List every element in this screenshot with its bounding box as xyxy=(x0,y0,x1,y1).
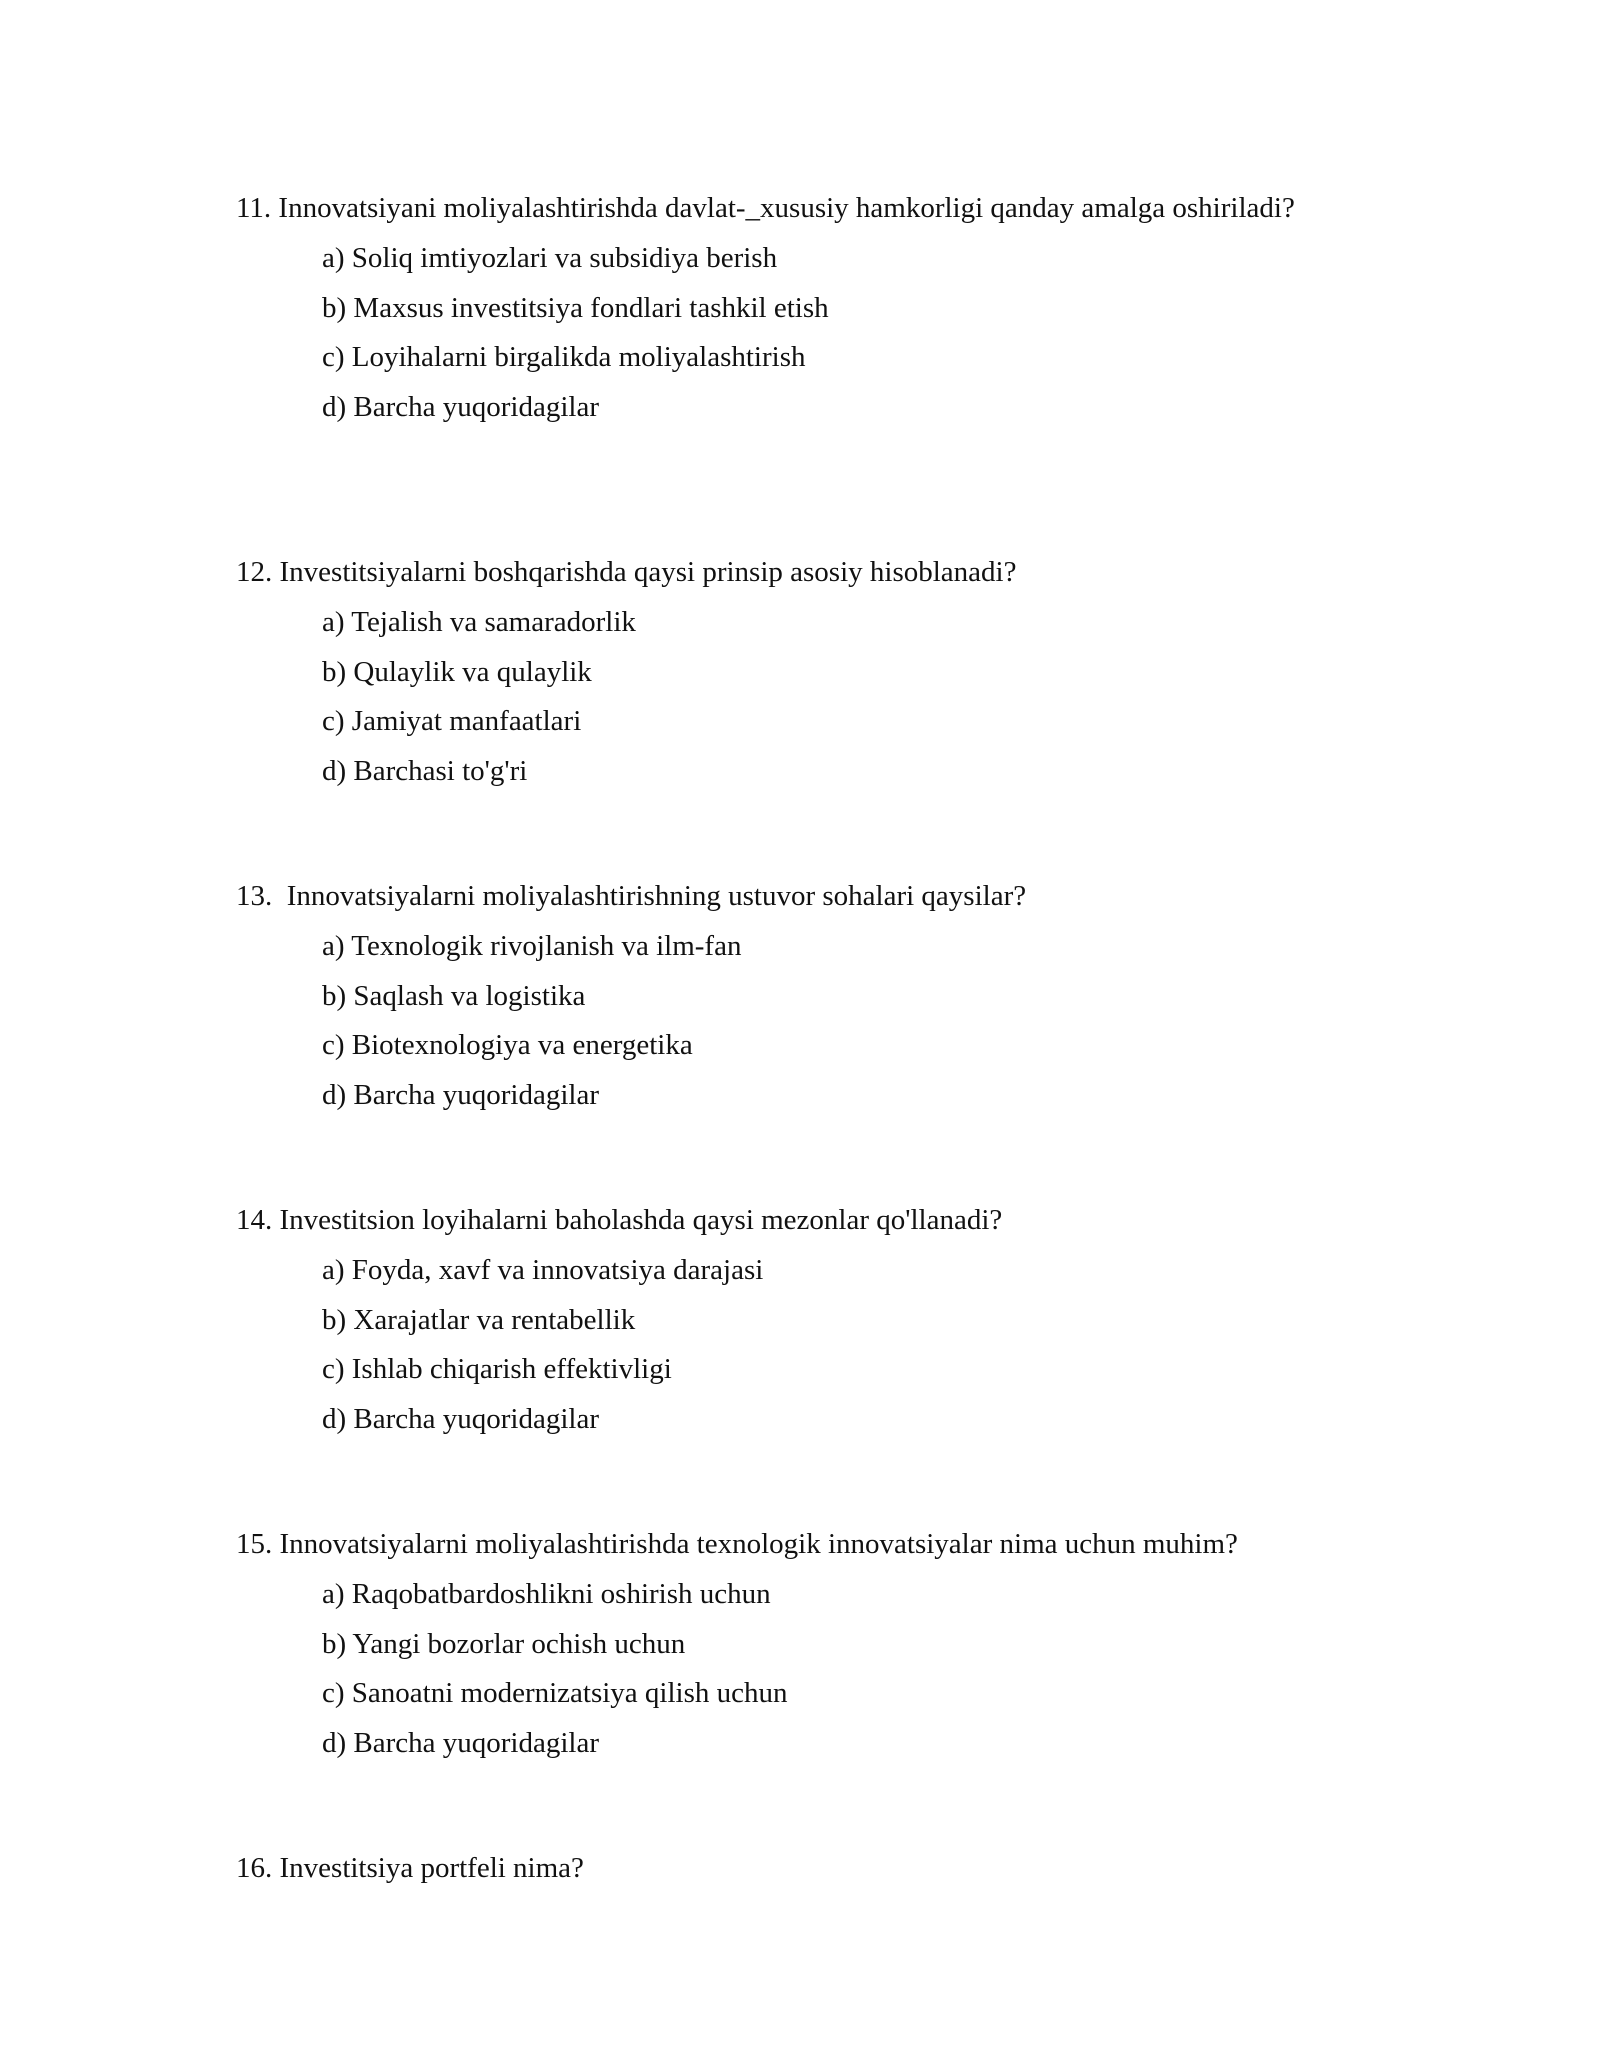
answer-options xyxy=(322,602,1376,800)
option-b: b) Yangi bozorlar ochish uchun xyxy=(322,1627,686,1660)
question-11 xyxy=(236,188,1376,436)
option-d: d) Barcha yuqoridagilar xyxy=(322,1402,600,1435)
option-d: d) Barcha yuqoridagilar xyxy=(322,1078,600,1111)
option-c: c) Sanoatni modernizatsiya qilish uchun xyxy=(322,1677,788,1709)
question-text: 15. Innovatsiyalarni moliyalashtirishda texnologik innovatsiyalar nima uchun muhim? xyxy=(236,1528,1238,1560)
option-b: b) Qulaylik va qulaylik xyxy=(322,655,592,688)
question-12 xyxy=(236,552,1376,800)
option-a: a) Texnologik rivojlanish va ilm-fan xyxy=(322,930,742,962)
option-c: c) Biotexnologiya va energetika xyxy=(322,1029,693,1061)
question-text: 16. Investitsiya portfeli nima? xyxy=(236,1852,584,1884)
option-c: c) Ishlab chiqarish effektivligi xyxy=(322,1353,672,1385)
option-b: b) Maxsus investitsiya fondlari tashkil etish xyxy=(322,291,829,324)
option-d: d) Barcha yuqoridagilar xyxy=(322,390,600,423)
option-c: c) Jamiyat manfaatlari xyxy=(322,705,582,737)
option-b: b) Saqlash va logistika xyxy=(322,979,586,1012)
answer-options xyxy=(322,926,1376,1124)
question-14 xyxy=(236,1200,1376,1448)
option-a: a) Raqobatbardoshlikni oshirish uchun xyxy=(322,1578,771,1610)
option-a: a) Foyda, xavf va innovatsiya darajasi xyxy=(322,1254,764,1286)
question-15 xyxy=(236,1524,1376,1772)
question-text: 13. Innovatsiyalarni moliyalashtirishning ustuvor sohalari qaysilar? xyxy=(236,880,1027,912)
option-d: d) Barchasi to'g'ri xyxy=(322,754,528,787)
option-c: c) Loyihalarni birgalikda moliyalashtirish xyxy=(322,341,806,373)
answer-options xyxy=(322,1574,1376,1772)
question-16 xyxy=(236,1848,1376,1888)
answer-options xyxy=(322,1250,1376,1448)
option-d: d) Barcha yuqoridagilar xyxy=(322,1726,600,1759)
question-text: 11. Innovatsiyani moliyalashtirishda davlat-_xususiy hamkorligi qanday amalga oshiriladi? xyxy=(236,192,1295,224)
question-text: 12. Investitsiyalarni boshqarishda qaysi prinsip asosiy hisoblanadi? xyxy=(236,556,1017,588)
option-a: a) Tejalish va samaradorlik xyxy=(322,606,636,638)
answer-options xyxy=(322,238,1376,436)
question-13 xyxy=(236,876,1376,1124)
option-a: a) Soliq imtiyozlari va subsidiya berish xyxy=(322,242,778,274)
option-b: b) Xarajatlar va rentabellik xyxy=(322,1303,636,1336)
question-text: 14. Investitsion loyihalarni baholashda qaysi mezonlar qo'llanadi? xyxy=(236,1204,1003,1236)
